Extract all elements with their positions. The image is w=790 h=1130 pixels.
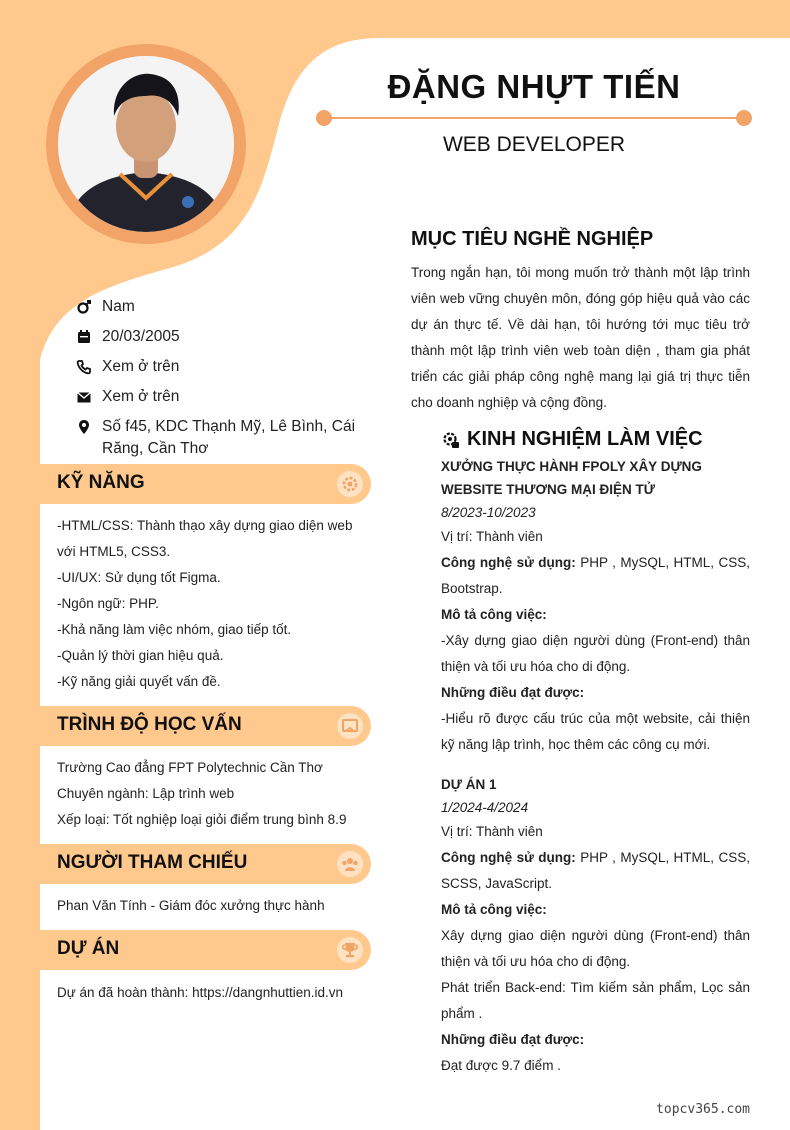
trophy-icon — [337, 937, 363, 963]
job-title: WEB DEVELOPER — [442, 133, 626, 156]
job-achieve-label: Những điều đạt được: — [441, 1032, 585, 1047]
experience-section-header — [441, 428, 703, 451]
skill-item: -Khả năng làm việc nhóm, giao tiếp tốt. — [57, 622, 292, 637]
candidate-name: ĐẶNG NHỰT TIẾN — [387, 68, 681, 105]
job-achieve-text: -Hiểu rõ được cấu trúc của một website, cải thiện kỹ năng lập trình, học thêm các công cụ mới. — [441, 711, 750, 752]
job-tech — [441, 845, 750, 897]
contact-email-text: Xem ở trên — [102, 388, 180, 405]
gear-icon — [337, 471, 363, 497]
job-period: 8/2023-10/2023 — [441, 505, 536, 520]
education-item: Chuyên ngành: Lập trình web — [57, 786, 235, 801]
job-desc-label: Mô tả công việc: — [441, 902, 547, 917]
skill-item: -HTML/CSS: Thành thạo xây dựng giao diện web với HTML5, CSS3. — [57, 518, 353, 559]
job-entry — [441, 455, 750, 758]
watermark: topcv365.com — [656, 1102, 750, 1117]
certificate-icon — [337, 713, 363, 739]
education-item: Trường Cao đẳng FPT Polytechnic Cần Thơ — [57, 760, 323, 775]
contact-phone — [76, 356, 366, 378]
education-list — [57, 755, 367, 833]
contact-address-text: Số f45, KDC Thạnh Mỹ, Lê Bình, Cái Răng, Cần Thơ — [102, 418, 356, 457]
contact-phone-text: Xem ở trên — [102, 358, 180, 375]
contact-email — [76, 386, 366, 408]
job-tech-label: Công nghệ sử dụng: — [441, 850, 576, 865]
skill-item: -Ngôn ngữ: PHP. — [57, 596, 159, 611]
contact-gender-text: Nam — [102, 298, 135, 315]
calendar-icon — [76, 328, 92, 346]
job-achieve-label: Những điều đạt được: — [441, 685, 585, 700]
job-position: Vị trí: Thành viên — [441, 529, 543, 544]
job-tech-value: PHP , MySQL, HTML, CSS, Bootstrap. — [441, 555, 750, 596]
projects-list — [57, 980, 367, 1006]
projects-section-header — [40, 930, 371, 970]
job-desc-item: Phát triển Back-end: Tìm kiếm sản phẩm, Lọc sản phẩm . — [441, 980, 750, 1021]
email-icon — [76, 388, 92, 406]
work-gear-icon — [441, 430, 461, 450]
references-title: NGƯỜI THAM CHIẾU — [57, 852, 248, 873]
phone-icon — [76, 358, 92, 376]
job-company: DỰ ÁN 1 — [441, 777, 497, 792]
gender-icon — [76, 298, 92, 316]
skills-title: KỸ NĂNG — [57, 472, 145, 493]
job-tech-label: Công nghệ sử dụng: — [441, 555, 576, 570]
name-divider — [316, 110, 752, 126]
objective-title: MỤC TIÊU NGHỀ NGHIỆP — [411, 228, 654, 250]
job-achieve-text: Đạt được 9.7 điểm . — [441, 1058, 561, 1073]
contact-address — [76, 416, 366, 460]
job-desc-label: Mô tả công việc: — [441, 607, 547, 622]
job-period: 1/2024-4/2024 — [441, 800, 529, 815]
references-section-header — [40, 844, 371, 884]
skills-list — [57, 513, 367, 695]
job-desc-item: -Xây dựng giao diện người dùng (Front-end) thân thiện và tối ưu hóa cho di động. — [441, 633, 750, 674]
job-desc-item: Xây dựng giao diện người dùng (Front-end) thân thiện và tối ưu hóa cho di động. — [441, 928, 750, 969]
reference-item: Phan Văn Tính - Giám đóc xưởng thực hành — [57, 898, 325, 913]
people-icon — [337, 851, 363, 877]
contact-birthday — [76, 326, 366, 348]
education-title: TRÌNH ĐỘ HỌC VẤN — [57, 714, 242, 735]
contact-list — [76, 296, 366, 468]
job-tech-value: PHP , MySQL, HTML, CSS, SCSS, JavaScript. — [441, 850, 750, 891]
skills-section-header — [40, 464, 371, 504]
projects-title: DỰ ÁN — [57, 938, 120, 959]
job-tech — [441, 550, 750, 602]
skill-item: -Quản lý thời gian hiệu quả. — [57, 648, 224, 663]
skill-item: -Kỹ năng giải quyết vấn đề. — [57, 674, 221, 689]
references-list — [57, 893, 367, 919]
education-section-header — [40, 706, 371, 746]
job-company: XƯỞNG THỰC HÀNH FPOLY XÂY DỰNG WEBSITE THƯƠNG MẠI ĐIỆN TỬ — [441, 459, 702, 497]
contact-gender — [76, 296, 366, 318]
location-pin-icon — [76, 418, 92, 436]
project-item: Dự án đã hoàn thành: https://dangnhuttien.id.vn — [57, 985, 343, 1000]
education-item: Xếp loại: Tốt nghiệp loại giỏi điểm trung bình 8.9 — [57, 812, 347, 827]
contact-birthday-text: 20/03/2005 — [102, 328, 180, 345]
job-position: Vị trí: Thành viên — [441, 824, 543, 839]
skill-item: -UI/UX: Sử dụng tốt Figma. — [57, 570, 221, 585]
objective-text: Trong ngắn hạn, tôi mong muốn trở thành một lập trình viên web vững chuyên môn, đóng góp hiệu quả vào các dự án thực tế. Về dài hạn, tôi hướng tới mục tiêu trở thành một lập trình viên web toàn diện , tham gia phát triển các giải pháp công nghệ mang lại giá trị thực tiễn cho doanh nghiệp và cộng đồng. — [411, 265, 750, 410]
job-entry — [441, 773, 750, 1079]
avatar — [58, 56, 234, 232]
experience-title: KINH NGHIỆM LÀM VIỆC — [467, 428, 703, 450]
